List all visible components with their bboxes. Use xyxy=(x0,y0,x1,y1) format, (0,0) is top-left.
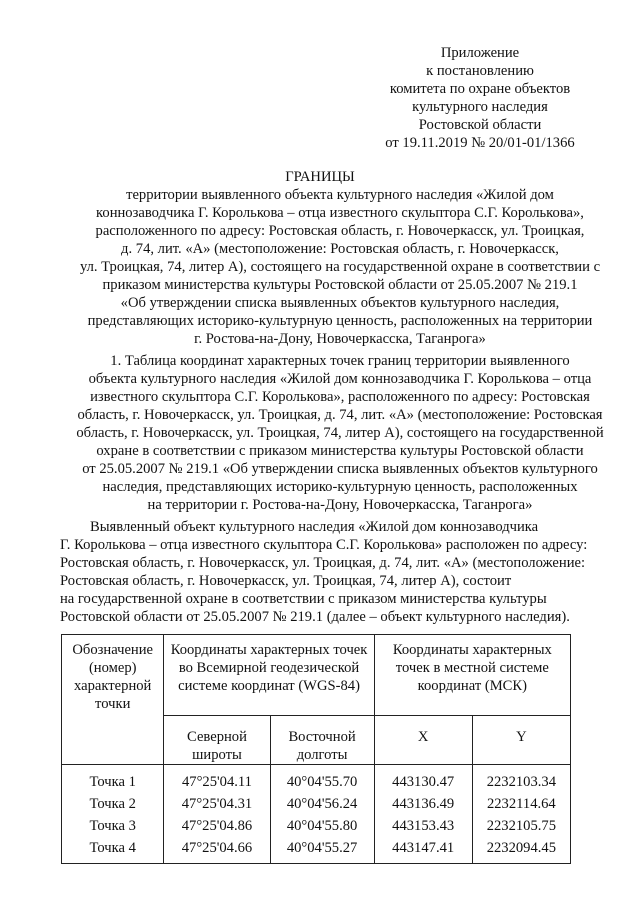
section-line: охране в соответствии с приказом министерства культуры Ростовской области xyxy=(96,443,584,459)
subtitle-line: ул. Троицкая, 74, литер А), состоящего на государственной охране в соответствии с xyxy=(79,259,601,275)
coordinates-table xyxy=(61,634,571,864)
paragraph-line: Выявленный объект культурного наследия «Жилой дом коннозаводчика xyxy=(90,519,539,535)
section-line: область, г. Новочеркасск, ул. Троицкая, д. 74, лит. «А» (местоположение: Ростовская xyxy=(77,407,603,423)
body-paragraph xyxy=(60,518,620,626)
header-y: Y xyxy=(472,716,570,765)
cell-lon: 40°04'55.80 xyxy=(270,815,374,837)
appendix-line: к постановлению xyxy=(426,63,534,79)
section-line: область, г. Новочеркасск, ул. Троицкая, 74, литер А), состоящего на государственной xyxy=(76,425,604,441)
header-east-longitude: Восточной долготы xyxy=(270,716,374,765)
subtitle-line: расположенного по адресу: Ростовская область, г. Новочеркасск, ул. Троицкая, xyxy=(95,223,585,239)
section-1-heading xyxy=(60,352,620,514)
cell-lon: 40°04'55.27 xyxy=(270,837,374,864)
header-x: X xyxy=(374,716,472,765)
paragraph-line: на государственной охране в соответствии с приказом министерства культуры xyxy=(60,591,547,607)
cell-point: Точка 1 xyxy=(62,765,164,794)
cell-x: 443130.47 xyxy=(374,765,472,794)
document-subtitle xyxy=(60,186,620,348)
subtitle-line: территории выявленного объекта культурного наследия «Жилой дом xyxy=(126,187,554,203)
table-row xyxy=(62,765,571,794)
cell-lat: 47°25'04.66 xyxy=(164,837,270,864)
cell-lat: 47°25'04.31 xyxy=(164,793,270,815)
cell-x: 443147.41 xyxy=(374,837,472,864)
subtitle-line: коннозаводчика Г. Королькова – отца известного скульптора С.Г. Королькова», xyxy=(96,205,584,221)
cell-y: 2232105.75 xyxy=(472,815,570,837)
appendix-line: от 19.11.2019 № 20/01-01/1366 xyxy=(385,135,575,151)
header-msk: Координаты характерных точек в местной системе координат (МСК) xyxy=(374,635,570,716)
header-wgs84: Координаты характерных точек во Всемирной геодезической системе координат (WGS-84) xyxy=(164,635,374,716)
cell-point: Точка 4 xyxy=(62,837,164,864)
appendix-line: Приложение xyxy=(440,45,520,61)
cell-lon: 40°04'55.70 xyxy=(270,765,374,794)
cell-point: Точка 3 xyxy=(62,815,164,837)
table-row xyxy=(62,793,571,815)
header-north-latitude: Северной широты xyxy=(164,716,270,765)
appendix-block xyxy=(360,44,600,152)
appendix-line: Ростовской области xyxy=(418,117,542,133)
section-line: на территории г. Ростова-на-Дону, Новочеркасска, Таганрога» xyxy=(147,497,533,513)
cell-y: 2232103.34 xyxy=(472,765,570,794)
section-line: 1. Таблица координат характерных точек границ территории выявленного xyxy=(110,353,570,369)
subtitle-line: приказом министерства культуры Ростовской области от 25.05.2007 № 219.1 xyxy=(102,277,578,293)
table-row xyxy=(62,837,571,864)
paragraph-line: Ростовская область, г. Новочеркасск, ул. Троицкая, д. 74, лит. «А» (местоположение: xyxy=(60,555,586,571)
table-row xyxy=(62,815,571,837)
section-line: объекта культурного наследия «Жилой дом коннозаводчика Г. Королькова – отца xyxy=(88,371,592,387)
cell-lat: 47°25'04.86 xyxy=(164,815,270,837)
appendix-line: комитета по охране объектов xyxy=(389,81,571,97)
document-title: ГРАНИЦЫ xyxy=(285,169,355,185)
section-line: наследия, представляющих историко-культурную ценность, расположенных xyxy=(102,479,578,495)
paragraph-line: Ростовской области от 25.05.2007 № 219.1 (далее – объект культурного наследия). xyxy=(60,609,570,625)
cell-lat: 47°25'04.11 xyxy=(164,765,270,794)
cell-x: 443136.49 xyxy=(374,793,472,815)
cell-x: 443153.43 xyxy=(374,815,472,837)
cell-lon: 40°04'56.24 xyxy=(270,793,374,815)
subtitle-line: д. 74, лит. «А» (местоположение: Ростовская область, г. Новочеркасск, xyxy=(121,241,559,257)
cell-y: 2232094.45 xyxy=(472,837,570,864)
paragraph-line: Ростовская область, г. Новочеркасск, ул. Троицкая, 74, литер А), состоит xyxy=(60,573,512,589)
header-point-id: Обозначение (номер) характерной точки xyxy=(62,635,164,765)
subtitle-line: г. Ростова-на-Дону, Новочеркасска, Таганрога» xyxy=(194,331,486,347)
subtitle-line: представляющих историко-культурную ценность, расположенных на территории xyxy=(87,313,593,329)
subtitle-line: «Об утверждении списка выявленных объектов культурного наследия, xyxy=(120,295,560,311)
section-line: известного скульптора С.Г. Королькова», расположенного по адресу: Ростовская xyxy=(90,389,590,405)
paragraph-line: Г. Королькова – отца известного скульптора С.Г. Королькова» расположен по адресу: xyxy=(60,537,588,553)
appendix-line: культурного наследия xyxy=(412,99,548,115)
cell-y: 2232114.64 xyxy=(472,793,570,815)
cell-point: Точка 2 xyxy=(62,793,164,815)
section-line: от 25.05.2007 № 219.1 «Об утверждении списка выявленных объектов культурного xyxy=(82,461,598,477)
